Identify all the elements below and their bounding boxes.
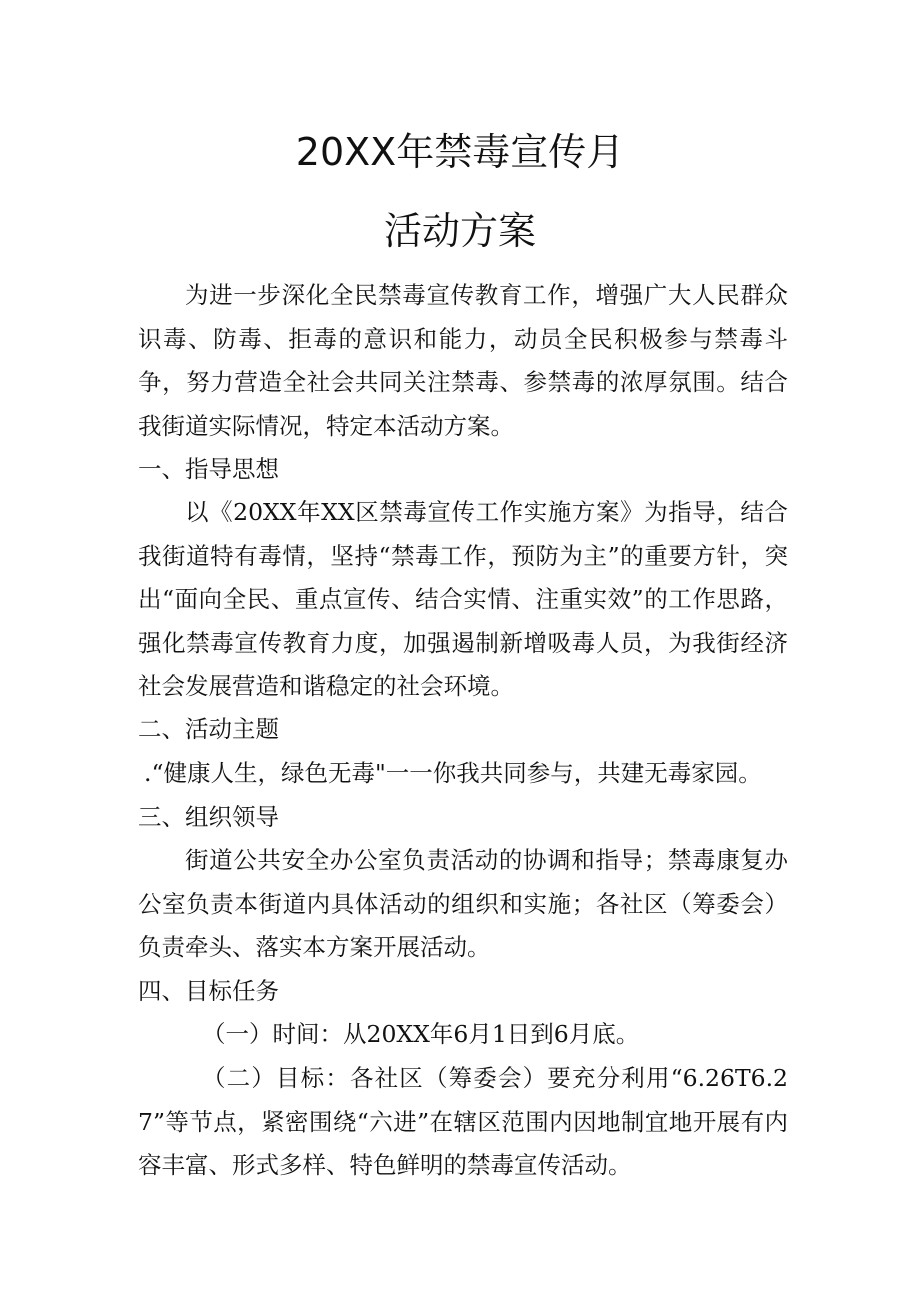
tasks-time-block bbox=[138, 1013, 788, 1057]
tasks-goal-block bbox=[138, 1057, 788, 1188]
guiding-paragraph-block bbox=[138, 491, 788, 709]
section-heading-guiding: 一、指导思想 bbox=[138, 455, 279, 483]
intro-paragraph-block bbox=[138, 274, 788, 448]
intro-paragraph: 为进一步深化全民禁毒宣传教育工作，增强广大人民群众识毒、防毒、拒毒的意识和能力，动员全民积极参与禁毒斗争，努力营造全社会共同关注禁毒、参禁毒的浓厚氛围。结合我街道实际情况，特定本活动方案。 bbox=[138, 281, 788, 440]
document-title-line2: 活动方案 bbox=[383, 209, 536, 253]
document-title-line1: 20XX年禁毒宣传月 bbox=[295, 130, 625, 174]
leadership-paragraph: 街道公共安全办公室负责活动的协调和指导；禁毒康复办公室负责本街道内具体活动的组织和实施；各社区（筹委会）负责牵头、落实本方案开展活动。 bbox=[138, 846, 788, 961]
leadership-paragraph-block bbox=[138, 839, 788, 970]
tasks-time-paragraph: （一）时间：从20XX年6月1日到6月底。 bbox=[202, 1020, 640, 1048]
tasks-goal-paragraph: （二）目标：各社区（筹委会）要充分利用“6.26T6.27”等节点，紧密围绕“六进”在辖区范围内因地制宜地开展有内容丰富、形式多样、特色鲜明的禁毒宣传活动。 bbox=[138, 1064, 788, 1179]
theme-text: .“健康人生，绿色无毒"一一你我共同参与，共建无毒家园。 bbox=[144, 759, 762, 787]
section-heading-theme: 二、活动主题 bbox=[138, 715, 279, 743]
section-heading-tasks: 四、目标任务 bbox=[138, 977, 279, 1005]
guiding-paragraph: 以《20XX年XX区禁毒宣传工作实施方案》为指导，结合我街道特有毒情，坚持“禁毒工作，预防为主”的重要方针，突出“面向全民、重点宣传、结合实情、注重实效”的工作思路，强化禁毒宣传教育力度，加强遏制新增吸毒人员，为我街经济社会发展营造和谐稳定的社会环境。 bbox=[138, 498, 788, 700]
section-heading-leadership: 三、组织领导 bbox=[138, 803, 279, 831]
